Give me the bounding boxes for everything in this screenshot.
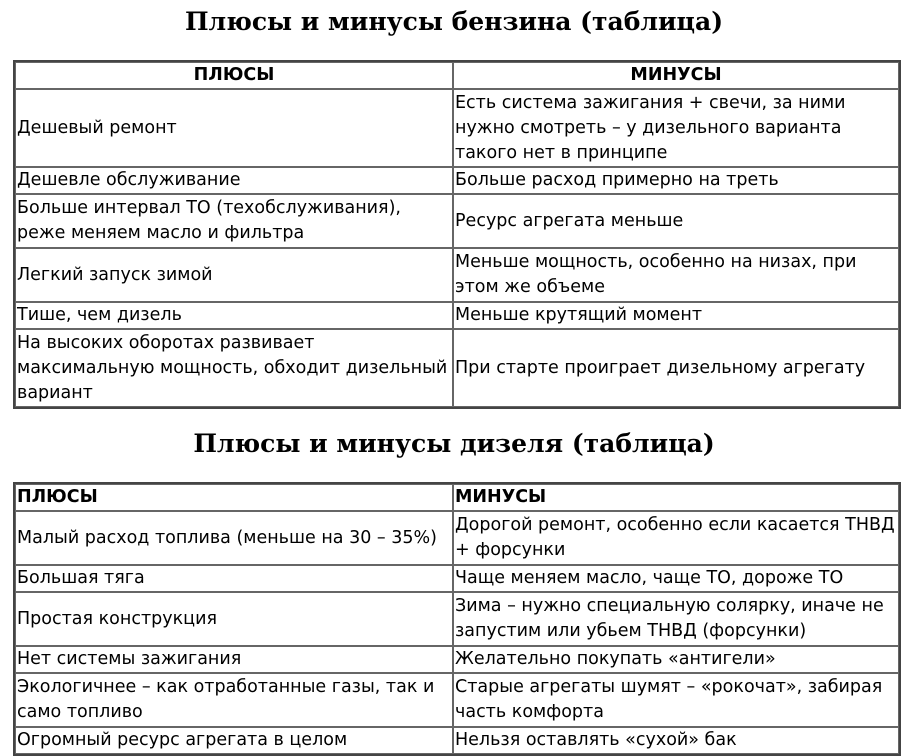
table-row	[15, 194, 899, 248]
pro-cell: Малый расход топлива (меньше на 30 – 35%)	[15, 511, 453, 565]
table-header-row	[15, 62, 899, 89]
cons-header: МИНУСЫ	[453, 62, 899, 89]
con-cell: Ресурс агрегата меньше	[453, 194, 899, 248]
con-cell: Чаще меняем масло, чаще ТО, дороже ТО	[453, 565, 899, 592]
con-cell: Зима – нужно специальную солярку, иначе не запустим или убьем ТНВД (форсунки)	[453, 592, 899, 646]
pro-cell: Дешевый ремонт	[15, 89, 453, 167]
table-row	[15, 673, 899, 727]
table-row	[15, 248, 899, 302]
pros-header: ПЛЮСЫ	[15, 62, 453, 89]
con-cell: При старте проиграет дизельному агрегату	[453, 329, 899, 407]
diesel-table	[13, 482, 901, 756]
con-cell: Меньше крутящий момент	[453, 302, 899, 329]
con-cell: Больше расход примерно на треть	[453, 167, 899, 194]
con-cell: Меньше мощность, особенно на низах, при этом же объеме	[453, 248, 899, 302]
table-row	[15, 646, 899, 673]
diesel-title: Плюсы и минусы дизеля (таблица)	[193, 429, 715, 458]
table-row	[15, 565, 899, 592]
con-cell: Есть система зажигания + свечи, за ними нужно смотреть – у дизельного варианта такого нет в принципе	[453, 89, 899, 167]
con-cell: Нельзя оставлять «сухой» бак	[453, 727, 899, 754]
pro-cell: Огромный ресурс агрегата в целом	[15, 727, 453, 754]
gasoline-table	[13, 60, 901, 409]
table-row	[15, 592, 899, 646]
gasoline-title: Плюсы и минусы бензина (таблица)	[184, 7, 724, 36]
table-row	[15, 302, 899, 329]
pro-cell: Экологичнее – как отработанные газы, так и само топливо	[15, 673, 453, 727]
pro-cell: Легкий запуск зимой	[15, 248, 453, 302]
con-cell: Дорогой ремонт, особенно если касается ТНВД + форсунки	[453, 511, 899, 565]
cons-header: МИНУСЫ	[453, 484, 899, 511]
table-row	[15, 167, 899, 194]
pros-header: ПЛЮСЫ	[15, 484, 453, 511]
table-row	[15, 727, 899, 754]
table-header-row	[15, 484, 899, 511]
pro-cell: Большая тяга	[15, 565, 453, 592]
table-row	[15, 89, 899, 167]
pro-cell: Дешевле обслуживание	[15, 167, 453, 194]
pro-cell: Простая конструкция	[15, 592, 453, 646]
pro-cell: Тише, чем дизель	[15, 302, 453, 329]
pro-cell: На высоких оборотах развивает максимальную мощность, обходит дизельный вариант	[15, 329, 453, 407]
con-cell: Старые агрегаты шумят – «рокочат», забирая часть комфорта	[453, 673, 899, 727]
pro-cell: Больше интервал ТО (техобслуживания), реже меняем масло и фильтра	[15, 194, 453, 248]
pro-cell: Нет системы зажигания	[15, 646, 453, 673]
con-cell: Желательно покупать «антигели»	[453, 646, 899, 673]
table-row	[15, 511, 899, 565]
table-row	[15, 329, 899, 407]
